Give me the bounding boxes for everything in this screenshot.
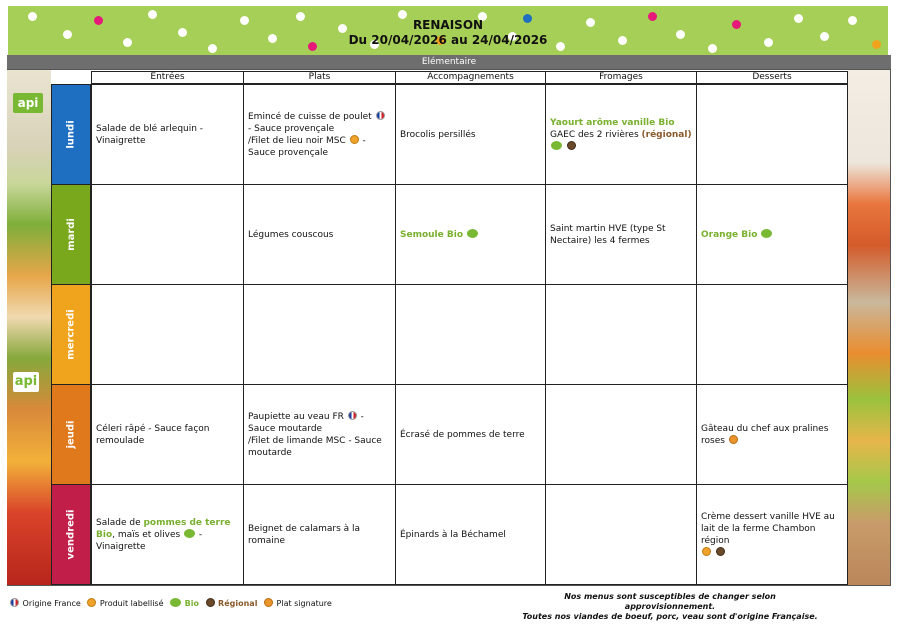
cell-lundi-plat: Emincé de cuisse de poulet - Sauce provençale /Filet de lieu noir MSC - Sauce provençale [243,84,396,185]
school-name: RENAISON [412,18,484,32]
legend-bio: Bio [184,599,199,608]
signature-icon [729,435,738,444]
col-header-fromages: Fromages [545,71,697,84]
legend [9,598,335,609]
supply-notice: Nos menus sont susceptibles de changer selon approvisionnement. Toutes nos viandes de boeuf, porc, veau sont d'origine Française. [522,592,818,621]
cell-mercredi-accompagnement [395,284,546,385]
legend-signature: Plat signature [276,599,332,608]
cell-mardi-dessert: Orange Bio [696,184,848,285]
cell-mercredi-fromage [545,284,697,385]
cell-jeudi-fromage [545,384,697,485]
cell-mercredi-plat [243,284,396,385]
cell-mercredi-dessert [696,284,848,385]
cell-mardi-entree [91,184,244,285]
cell-mercredi-entree [91,284,244,385]
legend-origine: Origine France [22,599,81,608]
page-title [8,18,888,48]
day-label-vendredi: vendredi [51,484,91,585]
french-flag-icon [376,111,385,120]
french-flag-icon [348,411,357,420]
cell-vendredi-dessert: Crème dessert vanille HVE au lait de la ferme Chambon région [696,484,848,585]
bio-icon [170,598,181,607]
api-logo-secondary: api [13,372,39,392]
header-banner [8,6,888,55]
cell-jeudi-accompagnement: Écrasé de pommes de terre [395,384,546,485]
cell-jeudi-entree: Céleri râpé - Sauce façon remoulade [91,384,244,485]
legend-labellise: Produit labellisé [99,599,164,608]
label-icon [350,135,359,144]
day-label-mardi: mardi [51,184,91,285]
day-label-jeudi: jeudi [51,384,91,485]
regional-icon [567,141,576,150]
cell-vendredi-accompagnement: Épinards à la Béchamel [395,484,546,585]
cell-mardi-accompagnement: Semoule Bio [395,184,546,285]
col-header-plats: Plats [243,71,396,84]
bio-icon [184,529,195,538]
signature-icon [264,598,273,607]
cell-vendredi-fromage [545,484,697,585]
cell-mardi-fromage: Saint martin HVE (type St Nectaire) les 4 fermes [545,184,697,285]
api-logo: api [13,93,43,113]
regional-icon [206,598,215,607]
day-label-mercredi: mercredi [51,284,91,385]
cell-jeudi-plat: Paupiette au veau FR - Sauce moutarde /Filet de limande MSC - Sauce moutarde [243,384,396,485]
col-header-desserts: Desserts [696,71,848,84]
label-icon [87,598,96,607]
cell-vendredi-plat: Beignet de calamars à la romaine [243,484,396,585]
cell-lundi-fromage: Yaourt arôme vanille Bio GAEC des 2 rivières (régional) [545,84,697,185]
cell-jeudi-dessert: Gâteau du chef aux pralines roses [696,384,848,485]
bio-icon [467,229,478,238]
level-bar: Elémentaire [7,55,891,69]
col-header-entrees: Entrées [91,71,244,84]
cell-lundi-dessert [696,84,848,185]
legend-regional: Régional [218,599,258,608]
label-icon [702,547,711,556]
day-label-lundi: lundi [51,84,91,185]
cell-vendredi-entree: Salade de pommes de terre Bio, maïs et olives - Vinaigrette [91,484,244,585]
regional-icon [716,547,725,556]
cell-lundi-entree: Salade de blé arlequin - Vinaigrette [91,84,244,185]
french-flag-icon [10,598,19,607]
cell-lundi-accompagnement: Brocolis persillés [395,84,546,185]
bio-icon [761,229,772,238]
vegetables-image-right [848,70,890,585]
cell-mardi-plat: Légumes couscous [243,184,396,285]
col-header-accompagnements: Accompagnements [395,71,546,84]
bio-icon [551,141,562,150]
vegetables-image-left [7,70,51,585]
week-dates: Du 20/04/2026 au 24/04/2026 [348,33,548,47]
